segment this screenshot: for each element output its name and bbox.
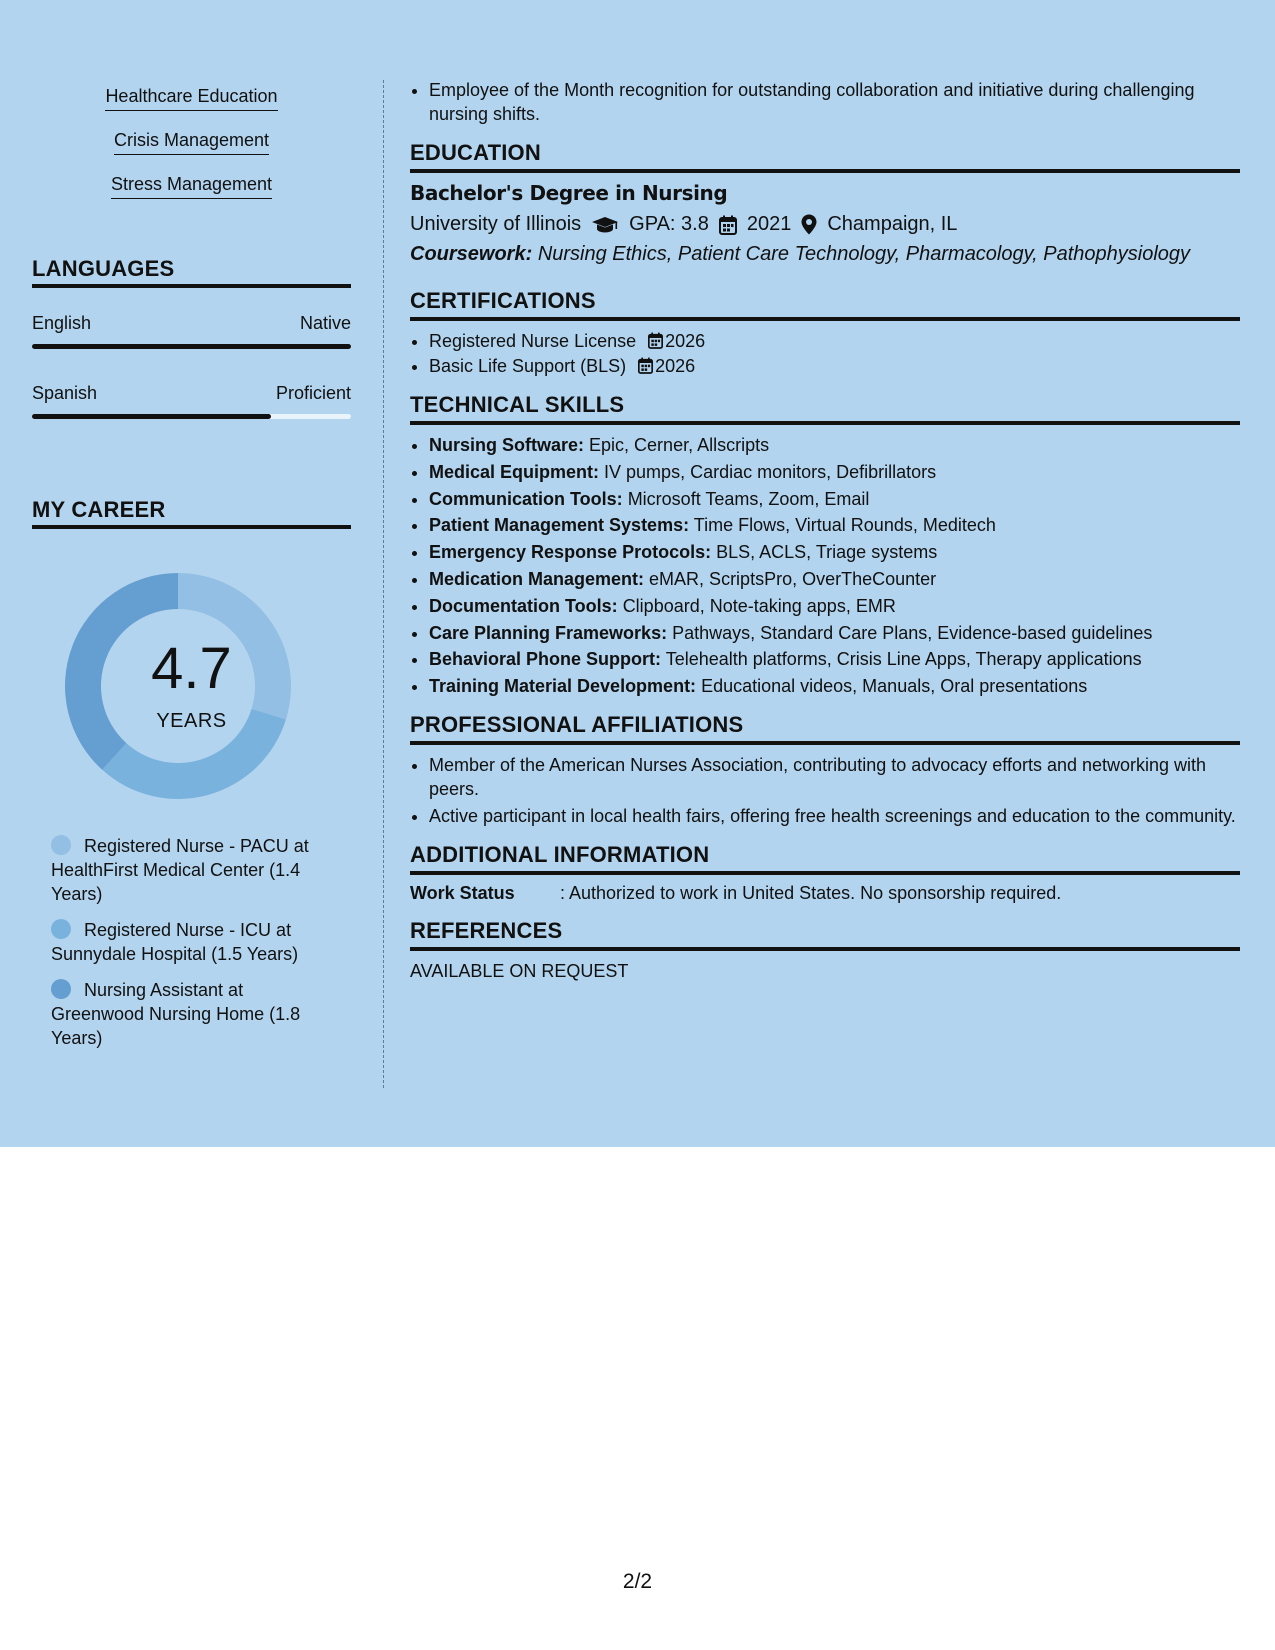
technical-skill-item: • Training Material Development: Educational videos, Manuals, Oral presentations: [429, 674, 1240, 698]
technical-skill-item: • Emergency Response Protocols: BLS, ACLS, Triage systems: [429, 540, 1240, 564]
technical-skill-item: • Nursing Software: Epic, Cerner, Allscripts: [429, 433, 1240, 457]
legend-dot: [51, 919, 71, 939]
skill-tag: Stress Management: [32, 174, 351, 199]
technical-skills-list: [410, 433, 1240, 698]
education-heading: EDUCATION: [410, 140, 1240, 173]
language-proficiency-bar: [32, 344, 351, 349]
coursework: [410, 243, 1240, 266]
map-pin-icon: [801, 214, 817, 235]
coursework-list: Nursing Ethics, Patient Care Technology, Pharmacology, Pathophysiology: [537, 243, 1191, 265]
language-level: Proficient: [275, 383, 351, 403]
list-item: • Employee of the Month recognition for outstanding collaboration and initiative during challenging nursing shifts.: [429, 78, 1240, 126]
language-spanish: [32, 383, 351, 419]
calendar-icon: [648, 332, 663, 349]
school-location: Champaign, IL: [827, 213, 958, 235]
language-name: Spanish: [32, 383, 98, 403]
skill-tag: Healthcare Education: [32, 86, 351, 111]
languages-heading: LANGUAGES: [32, 256, 351, 288]
certifications-list: [410, 329, 1240, 378]
certifications-heading: CERTIFICATIONS: [410, 288, 1240, 321]
additional-info-heading: ADDITIONAL INFORMATION: [410, 842, 1240, 875]
career-total-unit: YEARS: [156, 710, 227, 732]
affiliation-item: • Member of the American Nurses Association, contributing to advocacy efforts and networking with peers.: [429, 753, 1240, 801]
work-status: [410, 883, 1240, 904]
affiliation-item: • Active participant in local health fairs, offering free health screenings and education to the community.: [429, 804, 1240, 828]
legend-dot: [51, 979, 71, 999]
language-english: [32, 313, 351, 349]
language-name: English: [32, 313, 92, 333]
certification-item: • Registered Nurse License 2026: [429, 329, 1240, 353]
technical-skill-item: • Communication Tools: Microsoft Teams, Zoom, Email: [429, 487, 1240, 511]
education-meta: [410, 213, 1240, 236]
graduation-cap-icon: [591, 216, 619, 234]
references-heading: REFERENCES: [410, 918, 1240, 951]
technical-skill-item: • Medication Management: eMAR, ScriptsPro, OverTheCounter: [429, 567, 1240, 591]
technical-skill-item: • Documentation Tools: Clipboard, Note-taking apps, EMR: [429, 594, 1240, 618]
career-total-years: 4.7: [151, 636, 232, 701]
column-divider: [383, 80, 384, 1088]
career-legend: [51, 834, 326, 1062]
work-status-value: : Authorized to work in United States. No sponsorship required.: [560, 883, 1062, 904]
school-name: University of Illinois: [410, 213, 582, 235]
affiliations-list: [410, 753, 1240, 828]
work-status-label: Work Status: [410, 883, 515, 904]
calendar-icon: [638, 357, 653, 374]
graduation-year: 2021: [746, 213, 792, 235]
career-legend-item: Registered Nurse - ICU at Sunnydale Hospital (1.5 Years): [51, 920, 299, 964]
achievements-list: [410, 78, 1240, 126]
gpa: GPA: 3.8: [629, 213, 709, 235]
technical-skills-heading: TECHNICAL SKILLS: [410, 392, 1240, 425]
skill-tag: Crisis Management: [32, 130, 351, 155]
technical-skill-item: • Behavioral Phone Support: Telehealth platforms, Crisis Line Apps, Therapy applications: [429, 647, 1240, 671]
language-proficiency-bar: [32, 414, 351, 419]
technical-skill-item: • Medical Equipment: IV pumps, Cardiac monitors, Defibrillators: [429, 460, 1240, 484]
skills-list: [32, 86, 351, 218]
career-legend-item: Nursing Assistant at Greenwood Nursing Home (1.8 Years): [51, 980, 301, 1048]
calendar-icon: [719, 215, 737, 235]
technical-skill-item: • Patient Management Systems: Time Flows, Virtual Rounds, Meditech: [429, 513, 1240, 537]
coursework-label: Coursework:: [410, 243, 533, 265]
career-legend-item: Registered Nurse - PACU at HealthFirst Medical Center (1.4 Years): [51, 836, 309, 904]
right-column: [410, 78, 1240, 982]
references-value: AVAILABLE ON REQUEST: [410, 961, 629, 982]
affiliations-heading: PROFESSIONAL AFFILIATIONS: [410, 712, 1240, 745]
career-heading: MY CAREER: [32, 497, 351, 529]
degree-title: Bachelor's Degree in Nursing: [410, 181, 728, 205]
legend-dot: [51, 835, 71, 855]
language-level: Native: [299, 313, 351, 333]
technical-skill-item: • Care Planning Frameworks: Pathways, Standard Care Plans, Evidence-based guidelines: [429, 621, 1240, 645]
certification-item: • Basic Life Support (BLS) 2026: [429, 354, 1240, 378]
page-number: 2/2: [622, 1570, 653, 1593]
